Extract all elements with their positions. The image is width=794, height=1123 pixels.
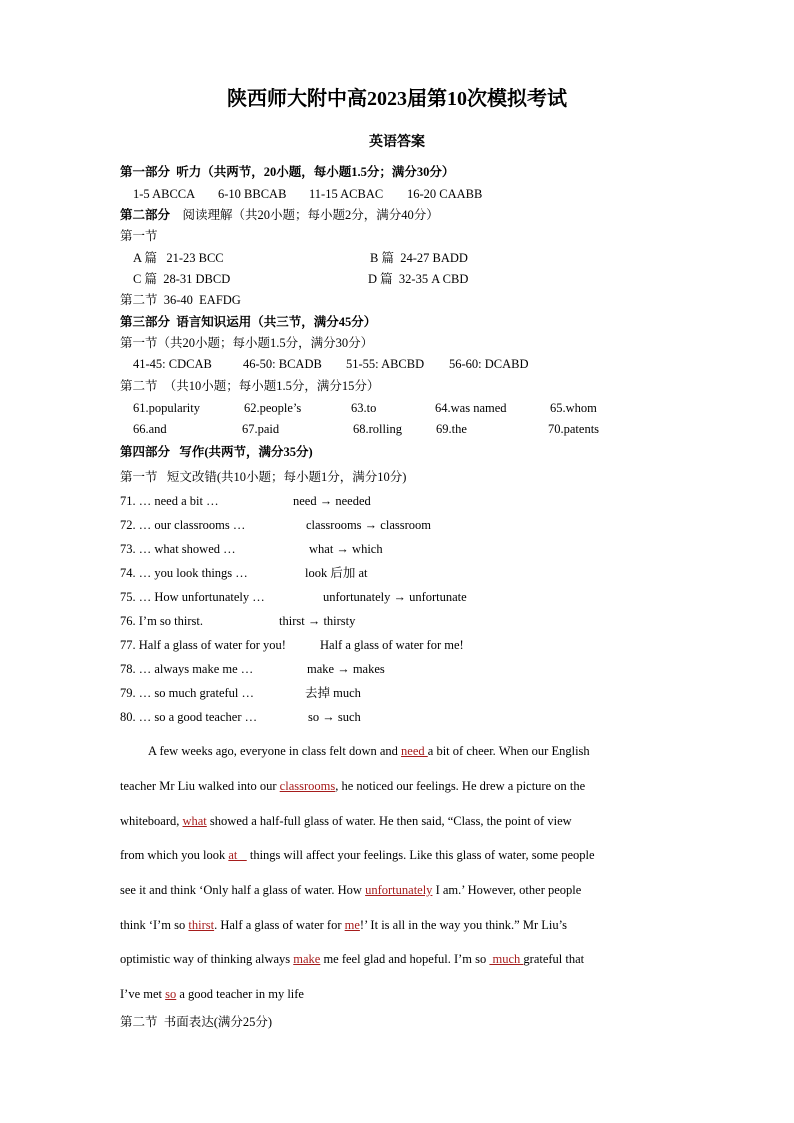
correction-question: 75. … How unfortunately … — [120, 590, 265, 604]
cloze-answer: 63.to — [351, 401, 377, 415]
correction-answer: so → such — [308, 710, 361, 724]
part1-answer: 6-10 BBCAB — [218, 187, 287, 201]
cloze-answer: 67.paid — [242, 422, 280, 436]
passage-text: I am.’ However, other people — [432, 883, 582, 897]
part2-passage-a: A 篇 21-23 BCC — [133, 251, 224, 265]
page-title: 陕西师大附中高2023届第10次模拟考试 — [227, 88, 567, 110]
correction-question: 73. … what showed … — [120, 542, 236, 556]
marked-error: make — [293, 952, 321, 966]
part3-section1: 第一节（共20小题；每小题1.5分，满分30分） — [120, 336, 374, 350]
part2-section2: 第二节 36-40 EAFDG — [120, 293, 241, 307]
marked-error: so — [165, 987, 177, 1001]
correction-question: 78. … always make me … — [120, 662, 254, 676]
passage-text: grateful that — [523, 952, 585, 966]
passage-text: things will affect your feelings. Like this glass of water, some people — [246, 848, 595, 862]
marked-error: much — [489, 952, 524, 966]
marked-error: classrooms — [279, 779, 336, 793]
correction-question: 72. … our classrooms … — [120, 518, 246, 532]
passage-text: !’ It is all in the way you think.” Mr Liu’s — [359, 918, 567, 932]
part3-answer: 46-50: BCADB — [243, 357, 322, 371]
cloze-answer: 68.rolling — [353, 422, 402, 436]
cloze-answer: 64.was named — [435, 401, 507, 415]
cloze-answer: 65.whom — [550, 401, 597, 415]
correction-question: 80. … so a good teacher … — [120, 710, 258, 724]
passage-text: I’ve met — [120, 987, 166, 1001]
part3-section2: 第二节 （共10小题；每小题1.5分，满分15分） — [120, 379, 380, 393]
part3-answer: 56-60: DCABD — [449, 357, 529, 371]
cloze-answer: 61.popularity — [133, 401, 201, 415]
passage-text: . Half a glass of water for — [214, 918, 345, 932]
page-subtitle: 英语答案 — [369, 135, 425, 150]
part1-heading: 第一部分 听力（共两节，20小题，每小题1.5分；满分30分） — [120, 165, 455, 179]
marked-error: need — [401, 744, 428, 758]
correction-answer: what → which — [309, 542, 383, 556]
passage-text: a good teacher in my life — [176, 987, 304, 1001]
passage-line — [148, 743, 590, 759]
part2-passage-d: D 篇 32-35 A CBD — [368, 272, 469, 286]
correction-answer: Half a glass of water for me! — [320, 638, 464, 652]
correction-answer: need → needed — [293, 494, 371, 508]
correction-answer: unfortunately → unfortunate — [323, 590, 467, 604]
passage-line — [120, 847, 595, 863]
marked-error: thirst — [188, 918, 215, 932]
correction-answer: make → makes — [307, 662, 385, 676]
marked-error: unfortunately — [365, 883, 433, 897]
part2-heading-text: 阅读理解（共20小题；每小题2分，满分40分） — [182, 208, 439, 222]
passage-text: showed a half-full glass of water. He then said, “Class, the point of view — [206, 814, 572, 828]
passage-line — [120, 778, 585, 794]
part4-heading: 第四部分 写作(共两节，满分35分) — [120, 445, 313, 459]
part4-section1: 第一节 短文改错(共10小题；每小题1分，满分10分) — [120, 470, 407, 484]
correction-question: 74. … you look things … — [120, 566, 248, 580]
part1-answer: 11-15 ACBAC — [309, 187, 384, 201]
cloze-answer: 62.people’s — [244, 401, 302, 415]
passage-line — [120, 813, 572, 829]
passage-line — [120, 986, 304, 1002]
part4-section2: 第二节 书面表达(满分25分) — [120, 1015, 273, 1029]
correction-question: 79. … so much grateful … — [120, 686, 255, 700]
passage-text: whiteboard, — [120, 814, 183, 828]
part1-answer: 16-20 CAABB — [407, 187, 483, 201]
part2-section1: 第一节 — [120, 229, 158, 243]
passage-text: teacher Mr Liu walked into our — [120, 779, 280, 793]
part2-passage-c: C 篇 28-31 DBCD — [133, 272, 231, 286]
correction-answer: 去掉 much — [305, 686, 361, 700]
passage-line — [120, 951, 584, 967]
passage-text: me feel glad and hopeful. I’m so — [320, 952, 490, 966]
correction-question: 77. Half a glass of water for you! — [120, 638, 286, 652]
cloze-answer: 66.and — [133, 422, 167, 436]
correction-answer: classrooms → classroom — [306, 518, 431, 532]
passage-text: from which you look — [120, 848, 229, 862]
correction-question: 71. … need a bit … — [120, 494, 219, 508]
part3-answer: 41-45: CDCAB — [133, 357, 212, 371]
passage-text: see it and think ‘Only half a glass of water. How — [120, 883, 366, 897]
part1-answer: 1-5 ABCCA — [133, 187, 196, 201]
part2-heading-label: 第二部分 — [120, 208, 171, 222]
part3-heading: 第三部分 语言知识运用（共三节，满分45分） — [120, 315, 377, 329]
marked-error: what — [182, 814, 207, 828]
part2-heading — [120, 207, 439, 223]
passage-text: a bit of cheer. When our English — [427, 744, 590, 758]
cloze-answer: 70.patents — [548, 422, 600, 436]
marked-error: at — [228, 848, 247, 862]
passage-line — [120, 917, 567, 933]
passage-text: think ‘I’m so — [120, 918, 189, 932]
correction-answer: look 后加 at — [305, 566, 368, 580]
passage-text: A few weeks ago, everyone in class felt down and — [148, 744, 402, 758]
correction-question: 76. I’m so thirst. — [120, 614, 203, 628]
part3-answer: 51-55: ABCBD — [346, 357, 425, 371]
passage-text: optimistic way of thinking always — [120, 952, 294, 966]
passage-line — [120, 882, 581, 898]
cloze-answer: 69.the — [436, 422, 467, 436]
correction-answer: thirst → thirsty — [279, 614, 356, 628]
part2-passage-b: B 篇 24-27 BADD — [370, 251, 468, 265]
passage-text: , he noticed our feelings. He drew a picture on the — [335, 779, 586, 793]
marked-error: me — [344, 918, 360, 932]
